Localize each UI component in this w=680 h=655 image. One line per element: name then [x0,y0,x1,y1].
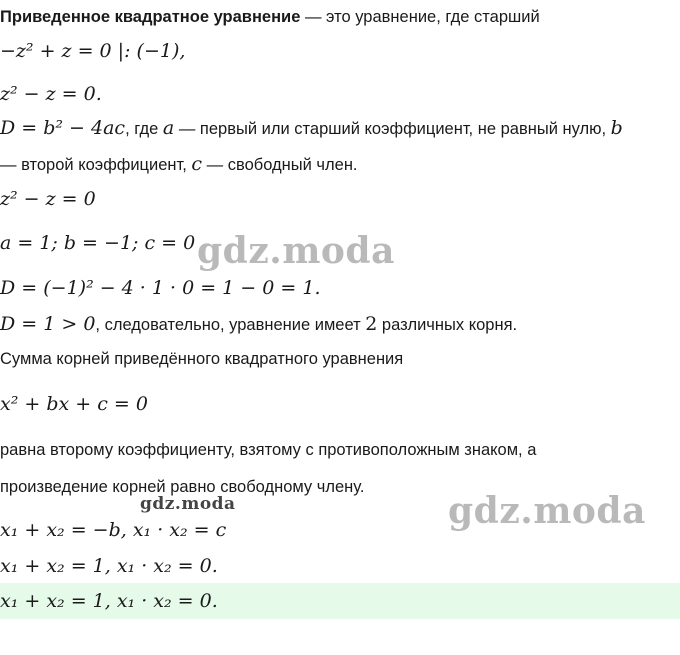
discriminant-result-line [0,313,517,335]
vieta-applied: x₁ + x₂ = 1, x₁ · x₂ = 0. [0,555,218,577]
text-fragment: , следовательно, уравнение имеет [95,316,366,334]
text-fragment: — свободный член. [202,156,358,174]
discriminant-calculation: D = (−1)² − 4 · 1 · 0 = 1 − 0 = 1. [0,277,321,299]
coefficients: a = 1; b = −1; c = 0 [0,232,196,254]
text-fragment: — первый или старший коэффициент, не равный нулю, [174,120,611,138]
text-fragment: , где [125,120,163,138]
discriminant-explanation-line [0,153,358,175]
equation-divided: z² − z = 0. [0,83,102,105]
discriminant-formula: D = b² − 4ac [0,117,126,139]
definition-text: — это уравнение, где старший [300,8,540,26]
watermark: gdz.moda [197,230,395,272]
vieta-intro: Сумма корней приведённого квадратного уравнения [0,350,404,368]
watermark: gdz.moda [140,494,236,514]
roots-count: 2 [365,313,378,335]
equation-original: −z² + z = 0 |: (−1), [0,40,186,62]
definition-line [0,8,540,27]
answer: x₁ + x₂ = 1, x₁ · x₂ = 0. [0,590,218,612]
discriminant-formula-line [0,117,623,139]
equation-restated: z² − z = 0 [0,188,96,210]
vieta-text-1: равна второму коэффициенту, взятому с противоположным знаком, а [0,441,537,459]
definition-term: Приведенное квадратное уравнение [0,8,301,26]
vieta-formula: x₁ + x₂ = −b, x₁ · x₂ = c [0,519,227,541]
var-a: a [162,117,175,139]
general-equation: x² + bx + c = 0 [0,393,148,415]
discriminant-result: D = 1 > 0 [0,313,96,335]
text-fragment: — второй коэффициент, [0,156,192,174]
vieta-text-2: произведение корней равно свободному члену. [0,478,365,496]
var-b: b [610,117,623,139]
var-c: c [191,153,203,175]
text-fragment: различных корня. [377,316,518,334]
watermark: gdz.moda [448,490,646,532]
